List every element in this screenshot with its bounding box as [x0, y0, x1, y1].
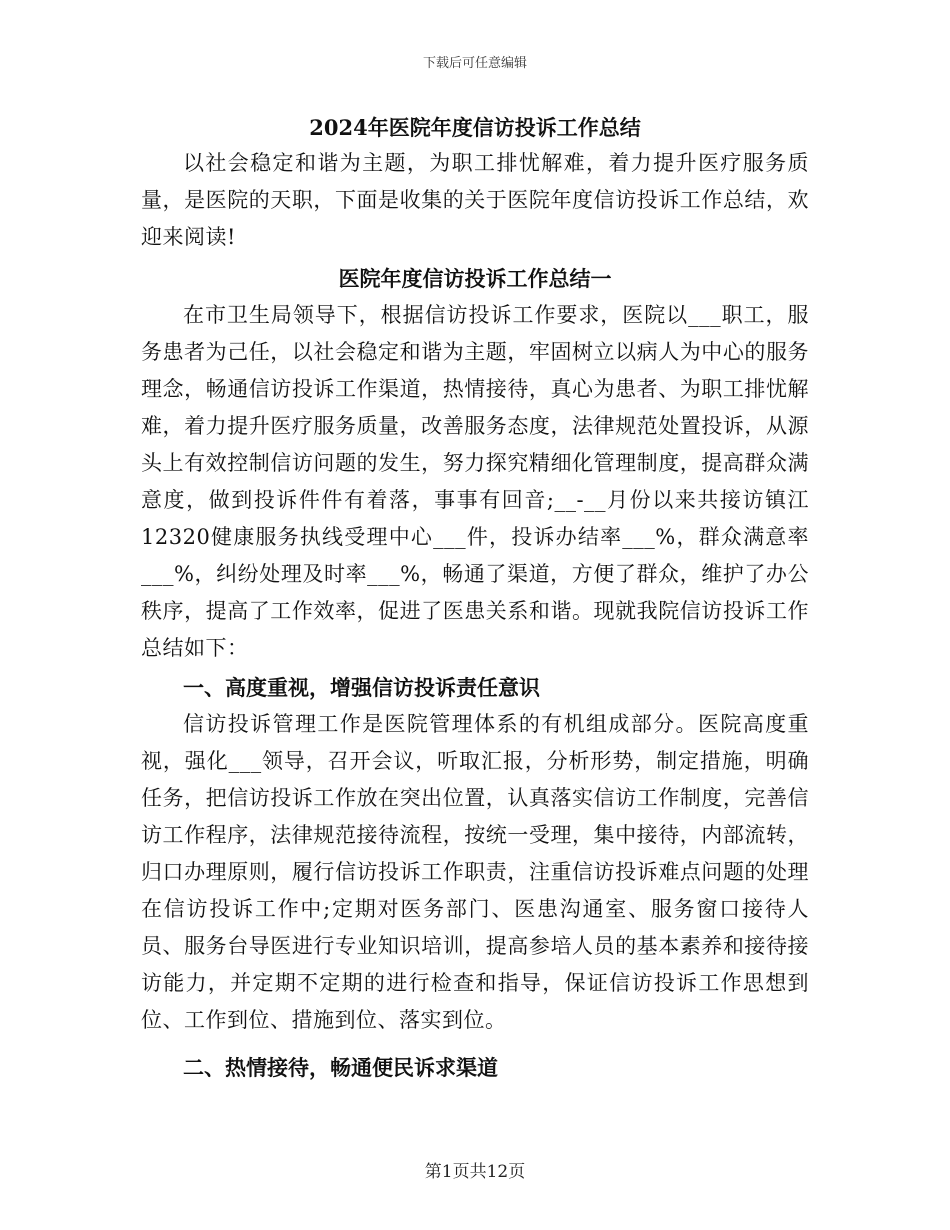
body-paragraph-1: 在市卫生局领导下，根据信访投诉工作要求，医院以___职工，服务患者为己任，以社会稳定和谐为主题，牢固树立以病人为中心的服务理念，畅通信访投诉工作渠道，热情接待，真心为患者、为职工排忧解难，着力提升医疗服务质量，改善服务态度，法律规范处置投诉，从源头上有效控制信访问题的发生，努力探究精细化管理制度，提高群众满意度，做到投诉件件有着落，事事有回音;__-__月份以来共接访镇江12320健康服务执线受理中心___件，投诉办结率___%，群众满意率___%，纠纷处理及时率___%，畅通了渠道，方便了群众，维护了办公秩序，提高了工作效率，促进了医患关系和谐。现就我院信访投诉工作总结如下： — [141, 303, 809, 660]
heading-1: 一、高度重视，增强信访投诉责任意识 — [183, 675, 540, 700]
document-body — [141, 145, 809, 1086]
page-header-note: 下载后可任意编辑 — [422, 56, 527, 71]
heading-2: 二、热情接待，畅通便民诉求渠道 — [183, 1055, 498, 1080]
body-paragraph-2: 信访投诉管理工作是医院管理体系的有机组成部分。医院高度重视，强化___领导，召开会议，听取汇报，分析形势，制定措施，明确任务，把信访投诉工作放在突出位置，认真落实信访工作制度，完善信访工作程序，法律规范接待流程，按统一受理，集中接待，内部流转，归口办理原则，履行信访投诉工作职责，注重信访投诉难点问题的处理在信访投诉工作中;定期对医务部门、医患沟通室、服务窗口接待人员、服务台导医进行专业知识培训，提高参培人员的基本素养和接待接访能力，并定期不定期的进行检查和指导，保证信访投诉工作思想到位、工作到位、措施到位、落实到位。 — [141, 712, 809, 1032]
document-title: 2024年医院年度信访投诉工作总结 — [309, 115, 641, 140]
intro-paragraph: 以社会稳定和谐为主题，为职工排忧解难，着力提升医疗服务质量，是医院的天职，下面是收集的关于医院年度信访投诉工作总结，欢迎来阅读! — [141, 151, 809, 249]
page-footer-number: 第1页共12页 — [424, 1162, 526, 1182]
section-title: 医院年度信访投诉工作总结一 — [338, 266, 612, 291]
